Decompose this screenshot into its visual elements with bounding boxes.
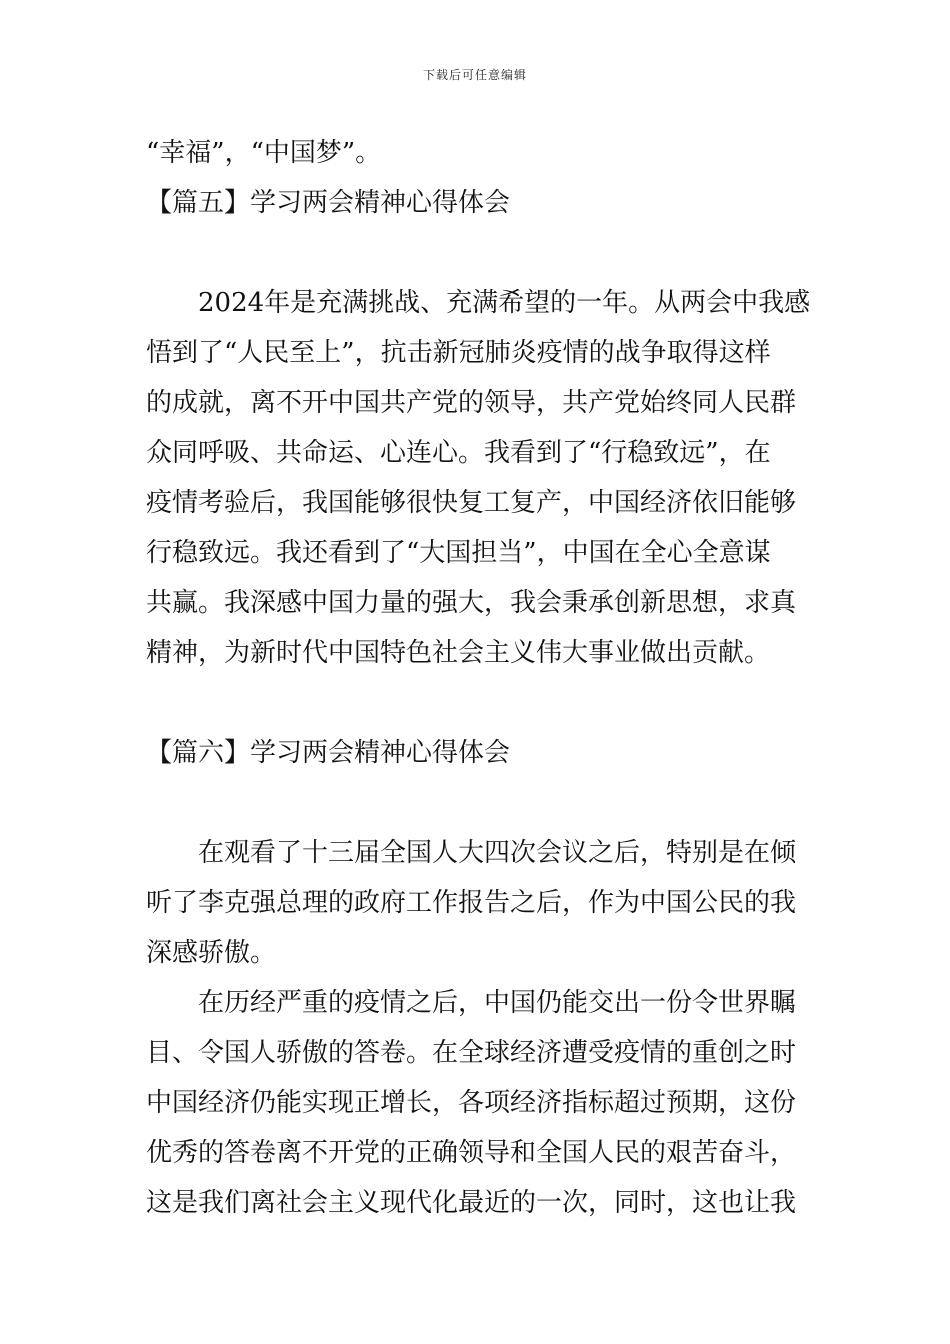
header-note: 下载后可任意编辑 bbox=[422, 68, 527, 82]
paragraph-line: 目、令国人骄傲的答卷。在全球经济遭受疫情的重创之时 bbox=[146, 1038, 797, 1068]
spacer bbox=[146, 778, 811, 828]
paragraph-line: 深感骄傲。 bbox=[146, 938, 277, 968]
document-body bbox=[146, 128, 811, 1228]
paragraph-line: 在观看了十三届全国人大四次会议之后，特别是在倾 bbox=[198, 838, 797, 868]
intro-tail-line: “幸福”，“中国梦”。 bbox=[146, 138, 382, 168]
paragraph-line: 中国经济仍能实现正增长，各项经济指标超过预期，这份 bbox=[146, 1088, 797, 1118]
paragraph-line: 众同呼吸、共命运、心连心。我看到了“行稳致远”，在 bbox=[146, 438, 771, 468]
section-5-title: 【篇五】学习两会精神心得体会 bbox=[146, 188, 511, 218]
section-6-paragraph-2 bbox=[146, 978, 811, 1228]
paragraph-line: 听了李克强总理的政府工作报告之后，作为中国公民的我 bbox=[146, 888, 797, 918]
paragraph-line: 共赢。我深感中国力量的强大，我会秉承创新思想，求真 bbox=[146, 588, 797, 618]
paragraph-line: 的成就，离不开中国共产党的领导，共产党始终同人民群 bbox=[146, 388, 797, 418]
paragraph-line: 2024年是充满挑战、充满希望的一年。从两会中我感 bbox=[198, 288, 811, 318]
spacer bbox=[146, 678, 811, 728]
paragraph-line: 这是我们离社会主义现代化最近的一次，同时，这也让我 bbox=[146, 1188, 797, 1218]
paragraph-line: 疫情考验后，我国能够很快复工复产，中国经济依旧能够 bbox=[146, 488, 797, 518]
section-6-paragraph-1 bbox=[146, 828, 811, 978]
spacer bbox=[146, 228, 811, 278]
paragraph-line: 行稳致远。我还看到了“大国担当”，中国在全心全意谋 bbox=[146, 538, 771, 568]
section-6-title: 【篇六】学习两会精神心得体会 bbox=[146, 738, 511, 768]
section-5-paragraph bbox=[146, 278, 811, 678]
paragraph-line: 精神，为新时代中国特色社会主义伟大事业做出贡献。 bbox=[146, 638, 771, 668]
paragraph-line: 悟到了“人民至上”，抗击新冠肺炎疫情的战争取得这样 bbox=[146, 338, 771, 368]
paragraph-line: 在历经严重的疫情之后，中国仍能交出一份令世界瞩 bbox=[198, 988, 797, 1018]
paragraph-line: 优秀的答卷离不开党的正确领导和全国人民的艰苦奋斗， bbox=[146, 1138, 797, 1168]
